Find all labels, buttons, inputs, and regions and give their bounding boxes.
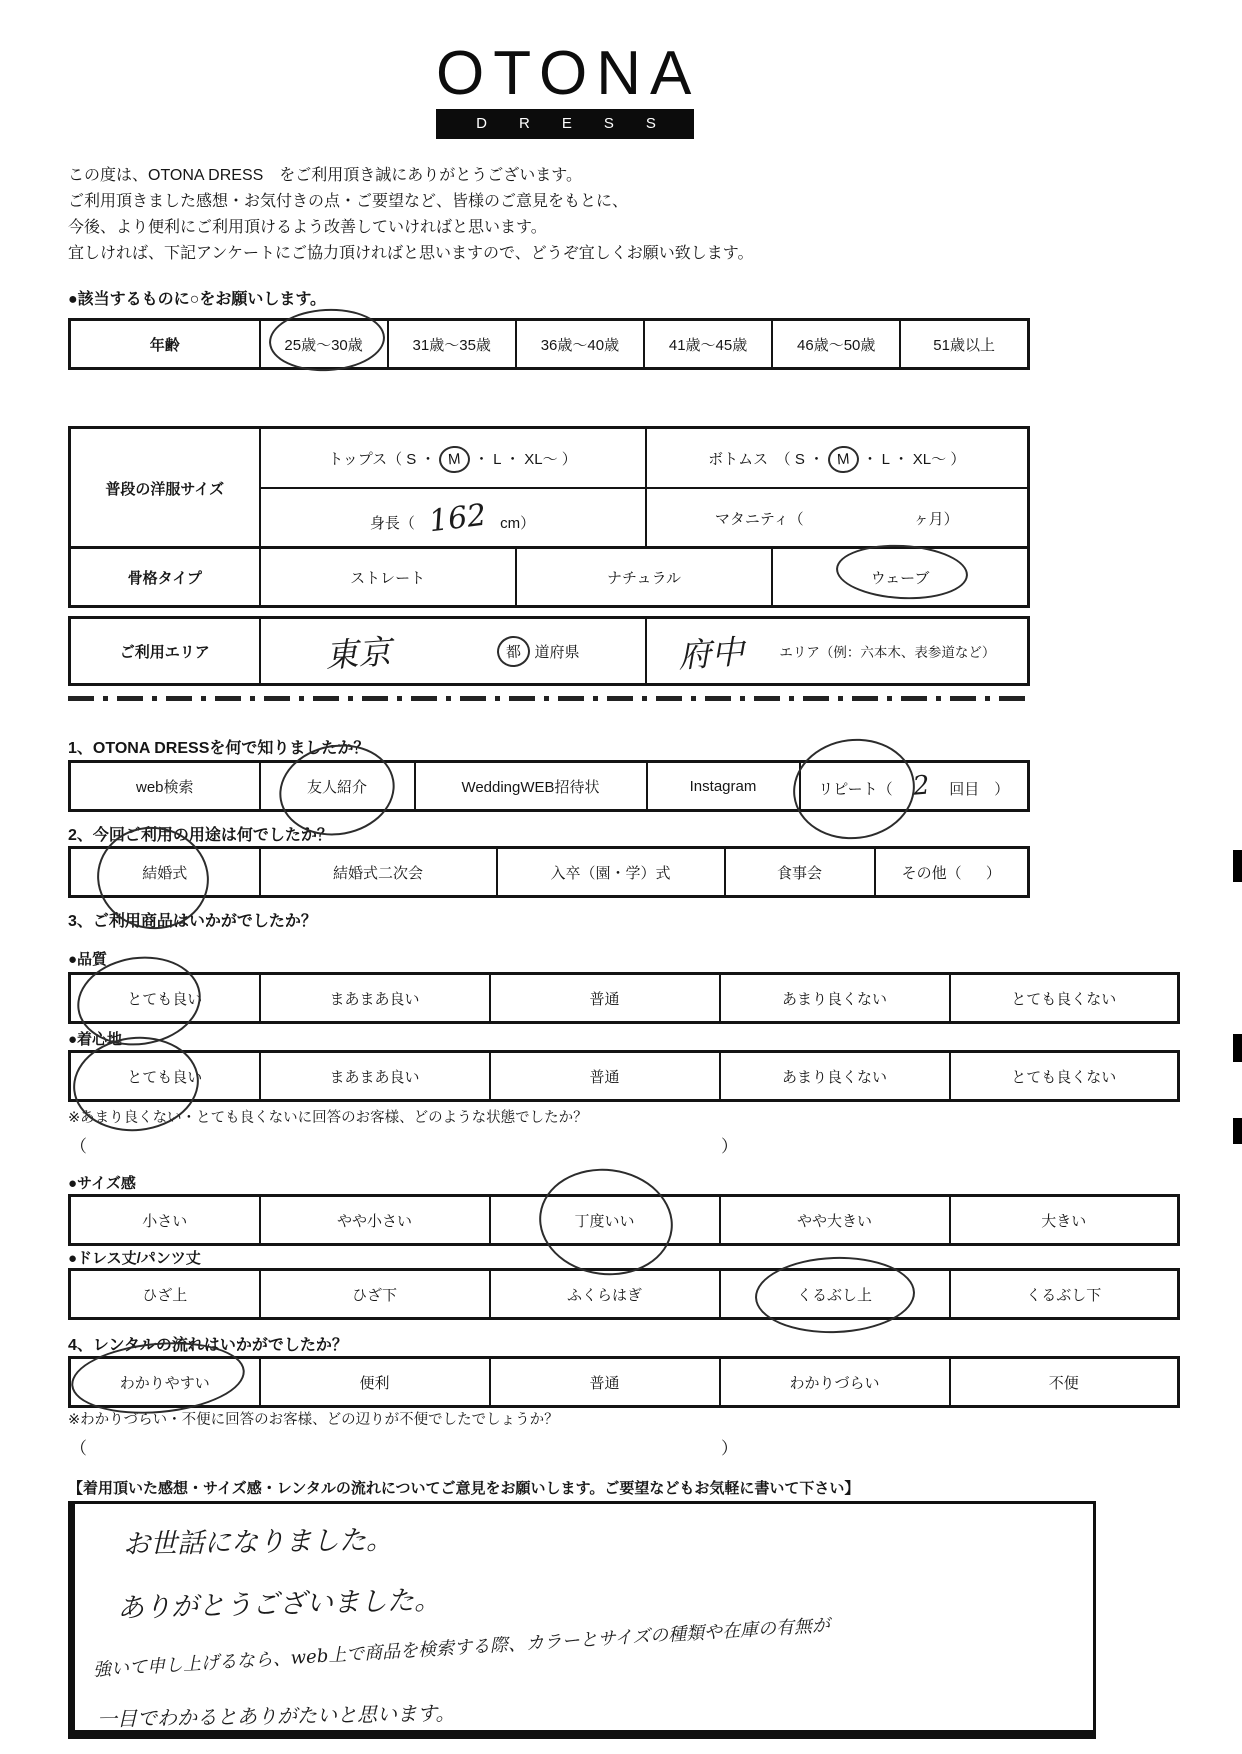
quality-option-verybad: とても良くない [950,974,1179,1023]
fit-table [68,1194,1180,1246]
circle-mark-prefecture: 都 [496,634,531,667]
length-option-above-ankle-text: くるぶし上 [796,1286,872,1304]
bottoms-prefix: ボトムス （ S ・ [708,450,825,468]
comfort-option-verygood [70,1052,260,1101]
quality-table [68,972,1180,1024]
tops-prefix: トップス（ S ・ [328,450,436,468]
fit-label: ●サイズ感 [68,1175,136,1192]
q2-option-ceremony: 入卒（園・学）式 [497,848,725,897]
q1-option-weddingweb: WeddingWEB招待状 [415,762,647,811]
maternity-label: マタニティ（ [714,510,804,528]
q4-option-convenient: 便利 [260,1358,490,1407]
comfort-label: ●着心地 [68,1031,123,1048]
q2-title: 2、今回ご利用の用途は何でしたか？ [68,827,333,844]
q2-option-wedding-text: 結婚式 [142,864,188,882]
intro-line-2: ご利用頂きました感想・お気付きの点・ご要望など、皆様のご意見をもとに、 [68,193,629,210]
q2-option-dinner: 食事会 [725,848,875,897]
comment-line-4: 一目でわかるとありがたいと思います。 [96,1700,456,1732]
height-handwritten-value: 162 [426,497,489,539]
age-label: 年齢 [70,320,260,369]
age-option-25-30-text: 25歳～30歳 [284,336,363,354]
comment-box [68,1501,1096,1739]
comment-line-2: ありがとうございました。 [116,1584,442,1625]
quality-option-bad: あまり良くない [720,974,950,1023]
size-table [68,426,1030,550]
intro-paragraph [68,163,753,267]
bottoms-cell [646,428,1029,489]
intro-line-4: 宜しければ、下記アンケートにご協力頂ければと思いますので、どうぞ宜しくお願い致します。 [68,245,754,262]
q1-option-friend [260,762,415,811]
skeleton-type-table [68,546,1030,608]
dashed-divider [68,696,1030,701]
q1-option-repeat [800,762,1029,811]
bottoms-suffix: ・ L ・ XL～ ） [862,450,966,468]
fit-option-small: 小さい [70,1196,260,1245]
q4-close-paren: ） [721,1439,738,1458]
city-handwritten: 府中 [676,631,746,675]
comfort-option-verygood-text: とても良い [127,1068,203,1086]
q4-table [68,1356,1180,1408]
length-table [68,1268,1180,1320]
length-option-calf: ふくらはぎ [490,1270,720,1319]
quality-option-verygood-text: とても良い [127,990,203,1008]
q1-option-instagram: Instagram [647,762,800,811]
height-label: 身長（ [369,514,415,532]
q2-option-other [875,848,1029,897]
age-option-25-30 [260,320,388,369]
q4-note: ※わかりづらい・不便に回答のお客様、どの辺りが不便でしたでしょうか？ [68,1412,559,1428]
comment-line-1: お世話になりました。 [122,1524,394,1561]
age-option-51plus: 51歳以上 [900,320,1028,369]
comfort-option-normal: 普通 [490,1052,720,1101]
scan-artifact [1233,1034,1242,1062]
length-option-below-ankle: くるぶし下 [950,1270,1179,1319]
comfort-bad-open-paren: （ [70,1137,87,1156]
repeat-suffix: 回目 ） [949,781,1010,798]
area-table [68,616,1030,686]
comment-header: 【着用頂いた感想・サイズ感・レンタルの流れについてご意見をお願いします。ご要望などもお気軽に書いて下さい】 [68,1480,860,1497]
logo-otona-text: OTONA [436,39,701,108]
q2-other-close: ） [985,864,1001,882]
q1-title: 1、OTONA DRESSを何で知りましたか？ [68,740,370,757]
comfort-option-bad: あまり良くない [720,1052,950,1101]
size-label: 普段の洋服サイズ [70,428,260,549]
circle-mark-tops-m: M [439,444,471,473]
age-option-36-40: 36歳～40歳 [516,320,644,369]
age-option-46-50: 46歳～50歳 [772,320,900,369]
tops-cell [260,428,646,489]
q2-option-afterparty: 結婚式二次会 [260,848,497,897]
height-unit: cm） [500,514,536,532]
skeleton-option-wave [772,548,1028,607]
maternity-unit: ヶ月） [913,510,959,528]
repeat-label: リピート（ [818,781,893,798]
q2-table [68,846,1030,898]
length-option-above-knee: ひざ上 [70,1270,260,1319]
q4-option-normal: 普通 [490,1358,720,1407]
quality-label: ●品質 [68,951,108,968]
q4-title: 4、レンタルの流れはいかがでしたか？ [68,1337,348,1354]
q4-open-paren: （ [70,1439,87,1458]
q4-option-confusing: わかりづらい [720,1358,950,1407]
fit-option-slightly-small: やや小さい [260,1196,490,1245]
skeleton-option-natural: ナチュラル [516,548,772,607]
fit-option-just-right [490,1196,720,1245]
comfort-bad-answer-line [70,1132,738,1157]
logo-dress-bar: DRESS [436,109,694,139]
comfort-bad-note: ※あまり良くない・とても良くないに回答のお客様、どのような状態でしたか？ [68,1110,588,1126]
length-option-below-knee: ひざ下 [260,1270,490,1319]
comfort-table [68,1050,1180,1102]
city-cell [646,618,1029,685]
q4-option-inconvenient: 不便 [950,1358,1179,1407]
prefecture-rest: 道府県 [534,643,580,661]
intro-line-1: この度は、OTONA DRESS をご利用頂き誠にありがとうございます。 [68,167,583,184]
comfort-option-verybad: とても良くない [950,1052,1179,1101]
length-label: ●ドレス丈/パンツ丈 [68,1250,201,1267]
intro-line-3: 今後、より便利にご利用頂けるよう改善していければと思います。 [68,219,547,236]
quality-option-verygood [70,974,260,1023]
q4-option-easy [70,1358,260,1407]
skeleton-option-straight: ストレート [260,548,516,607]
logo [436,39,701,139]
circle-instruction: ●該当するものに○をお願いします。 [68,291,327,308]
area-hint: エリア（例：六本木、表参道など） [779,645,996,660]
age-option-41-45: 41歳～45歳 [644,320,772,369]
skeleton-label: 骨格タイプ [70,548,260,607]
fit-option-just-right-text: 丁度いい [574,1212,635,1230]
q1-option-friend-text: 友人紹介 [306,778,367,796]
q1-table [68,760,1030,812]
maternity-cell [646,488,1029,549]
q2-option-wedding [70,848,260,897]
comfort-option-good: まあまあ良い [260,1052,490,1101]
height-cell [260,488,646,549]
q4-answer-line [70,1434,738,1459]
prefecture-cell [260,618,646,685]
q3-title: 3、ご利用商品はいかがでしたか？ [68,913,317,930]
comment-line-3: 強いて申し上げるなら、web上で商品を検索する際、カラーとサイズの種類や在庫の有無が [92,1614,831,1681]
q4-option-easy-text: わかりやすい [119,1374,210,1392]
prefecture-handwritten: 東京 [324,631,393,675]
quality-option-normal: 普通 [490,974,720,1023]
q1-option-web: web検索 [70,762,260,811]
prefecture-choices [493,641,579,662]
length-option-above-ankle [720,1270,950,1319]
scan-artifact [1233,1118,1242,1144]
fit-option-large: 大きい [950,1196,1179,1245]
skeleton-option-wave-text: ウェーブ [870,569,930,587]
scan-artifact [1233,850,1242,882]
age-table [68,318,1030,370]
area-label: ご利用エリア [70,618,260,685]
age-option-31-35: 31歳～35歳 [388,320,516,369]
repeat-handwritten-count: 2 [911,770,931,802]
quality-option-good: まあまあ良い [260,974,490,1023]
circle-mark-bottoms-m: M [827,444,859,473]
comfort-bad-close-paren: ） [721,1137,738,1156]
fit-option-slightly-large: やや大きい [720,1196,950,1245]
tops-suffix: ・ L ・ XL～ ） [473,450,577,468]
q2-other-label: その他（ [901,864,962,882]
